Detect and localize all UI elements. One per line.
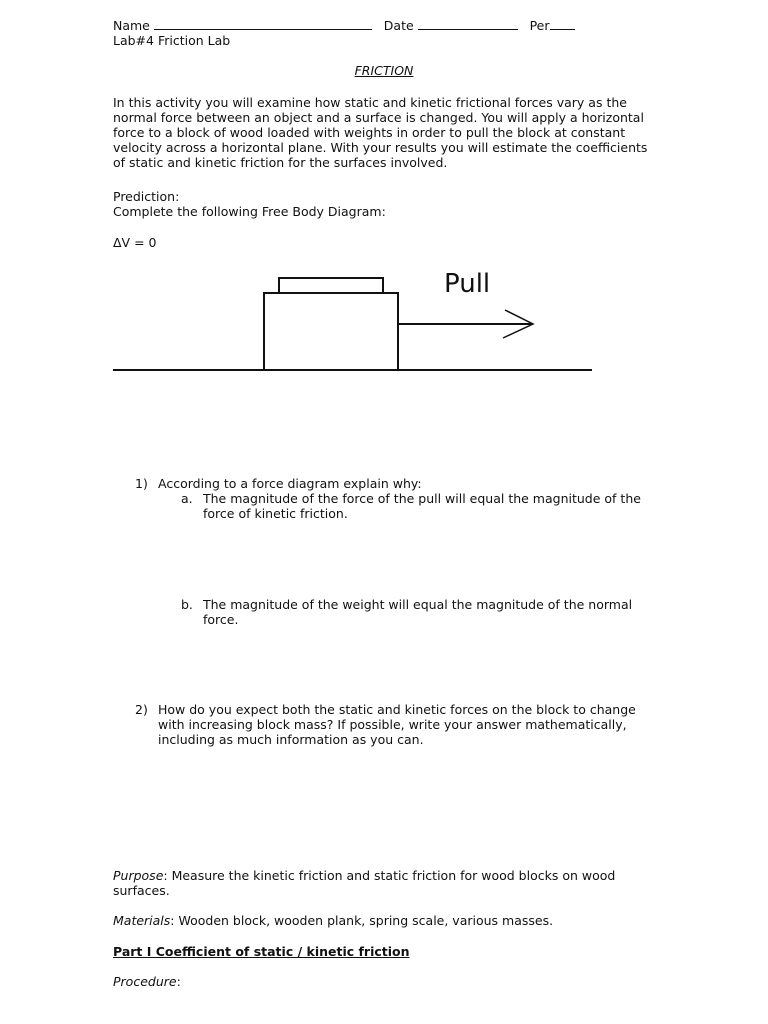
question-1b-text: The magnitude of the weight will equal the magnitude of the normal force. — [203, 597, 633, 627]
delta-v-label: ΔV = 0 — [113, 235, 157, 250]
question-1b-letter: b. — [181, 597, 193, 612]
per-label: Per — [529, 18, 550, 33]
lab-title: Lab#4 Friction Lab — [113, 33, 231, 48]
procedure-label: Procedure — [113, 974, 177, 989]
name-line — [113, 17, 575, 33]
date-blank — [418, 17, 518, 30]
pull-label: Pull — [444, 269, 491, 299]
free-body-diagram — [113, 262, 593, 374]
intro-paragraph: In this activity you will examine how static and kinetic frictional forces vary as the normal force between an object and a surface is changed. You will apply a horizontal force to a block of wood loaded with weights in order to pull the block at constant velocity across a horizontal plane. With your results you will estimate the coefficients of static and kinetic friction for the surfaces involved. — [113, 95, 648, 170]
materials-paragraph — [113, 913, 658, 928]
question-2-text: How do you expect both the static and kinetic forces on the block to change with increasing block mass? If possible, write your answer mathematically, including as much information as you can. — [158, 702, 636, 747]
name-blank — [154, 17, 372, 30]
purpose-label: Purpose — [113, 868, 164, 883]
procedure-suffix: : — [176, 974, 181, 989]
question-1-text: According to a force diagram explain why: — [158, 476, 422, 491]
prediction-label: Prediction: — [113, 189, 180, 204]
question-2-number: 2) — [135, 702, 148, 717]
procedure-line — [113, 974, 181, 989]
materials-label: Materials — [113, 913, 171, 928]
question-1-number: 1) — [135, 476, 148, 491]
purpose-paragraph — [113, 868, 658, 898]
page-title: FRICTION — [354, 63, 414, 78]
date-label: Date — [383, 18, 414, 33]
materials-text: : Wooden block, wooden plank, spring scale, various masses. — [170, 913, 554, 928]
per-blank — [550, 17, 575, 30]
question-1a-text: The magnitude of the force of the pull will equal the magnitude of the force of kinetic friction. — [203, 491, 641, 521]
name-label: Name — [113, 18, 150, 33]
purpose-text: : Measure the kinetic friction and static friction for wood blocks on wood surfaces. — [113, 868, 616, 898]
prediction-instruction: Complete the following Free Body Diagram: — [113, 204, 386, 219]
part-1-heading: Part I Coefficient of static / kinetic friction — [113, 944, 410, 959]
question-1a-letter: a. — [181, 491, 193, 506]
